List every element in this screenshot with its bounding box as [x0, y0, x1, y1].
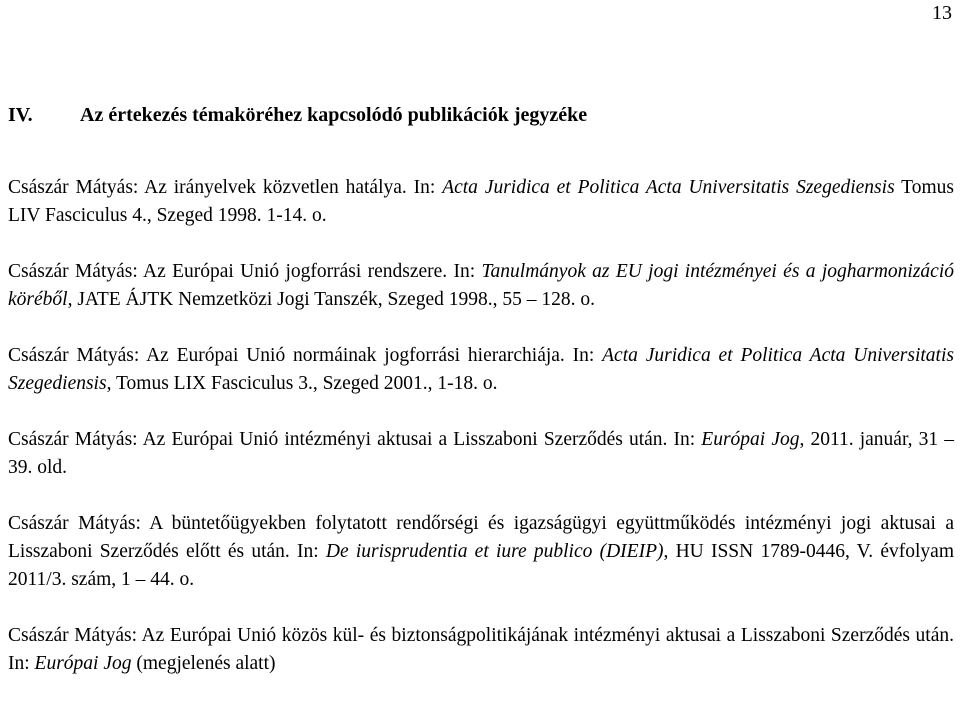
entry-details: , HU ISSN 1789-0446, V. évfolyam 2011/3. szám, 1 – 44. o.	[8, 541, 954, 590]
section-heading	[8, 104, 587, 127]
publication-entry	[8, 342, 954, 398]
entry-author-title: Császár Mátyás: Az Európai Unió normáinak jogforrási hierarchiája. In:	[8, 345, 603, 366]
entry-details: , JATE ÁJTK Nemzetközi Jogi Tanszék, Szeged 1998., 55 – 128. o.	[67, 289, 595, 310]
entry-source: Acta Juridica et Politica Acta Universitatis Szegediensis	[442, 177, 895, 198]
entry-details: (megjelenés alatt)	[131, 653, 276, 674]
publication-list	[8, 174, 954, 706]
publication-entry	[8, 510, 954, 594]
section-number: IV.	[8, 104, 33, 126]
entry-source: Európai Jog	[701, 429, 800, 450]
entry-author-title: Császár Mátyás: A büntetőügyekben folytatott rendőrségi és igazságügyi együttműködés intézményi jogi aktusai a Lisszaboni Szerződés előtt és után. In:	[8, 513, 954, 562]
publication-entry	[8, 426, 954, 482]
entry-author-title: Császár Mátyás: Az Európai Unió intézményi aktusai a Lisszaboni Szerződés után. In:	[8, 429, 702, 450]
publication-entry	[8, 258, 954, 314]
entry-source: Tanulmányok az EU jogi intézményei és a jogharmonizáció köréből	[8, 261, 954, 310]
entry-source: Acta Juridica et Politica Acta Universitatis Szegediensis	[8, 345, 954, 394]
entry-author-title: Császár Mátyás: Az Európai Unió jogforrási rendszere. In:	[8, 261, 482, 282]
entry-source: De iurisprudentia et iure publico (DIEIP)	[325, 541, 664, 562]
entry-details: Tomus LIV Fasciculus 4., Szeged 1998. 1-14. o.	[8, 177, 954, 226]
page-number: 13	[932, 2, 952, 24]
entry-details: , Tomus LIX Fasciculus 3., Szeged 2001., 1-18. o.	[106, 373, 498, 394]
publication-entry	[8, 174, 954, 230]
entry-details: , 2011. január, 31 – 39. old.	[8, 429, 954, 478]
entry-author-title: Császár Mátyás: Az Európai Unió közös kül- és biztonságpolitikájának intézményi aktusai a Lisszaboni Szerződés után. In:	[8, 625, 954, 674]
entry-source: Európai Jog	[34, 653, 132, 674]
section-title: Az értekezés témaköréhez kapcsolódó publikációk jegyzéke	[80, 104, 588, 126]
publication-entry	[8, 622, 954, 678]
entry-author-title: Császár Mátyás: Az irányelvek közvetlen hatálya. In:	[8, 177, 443, 198]
